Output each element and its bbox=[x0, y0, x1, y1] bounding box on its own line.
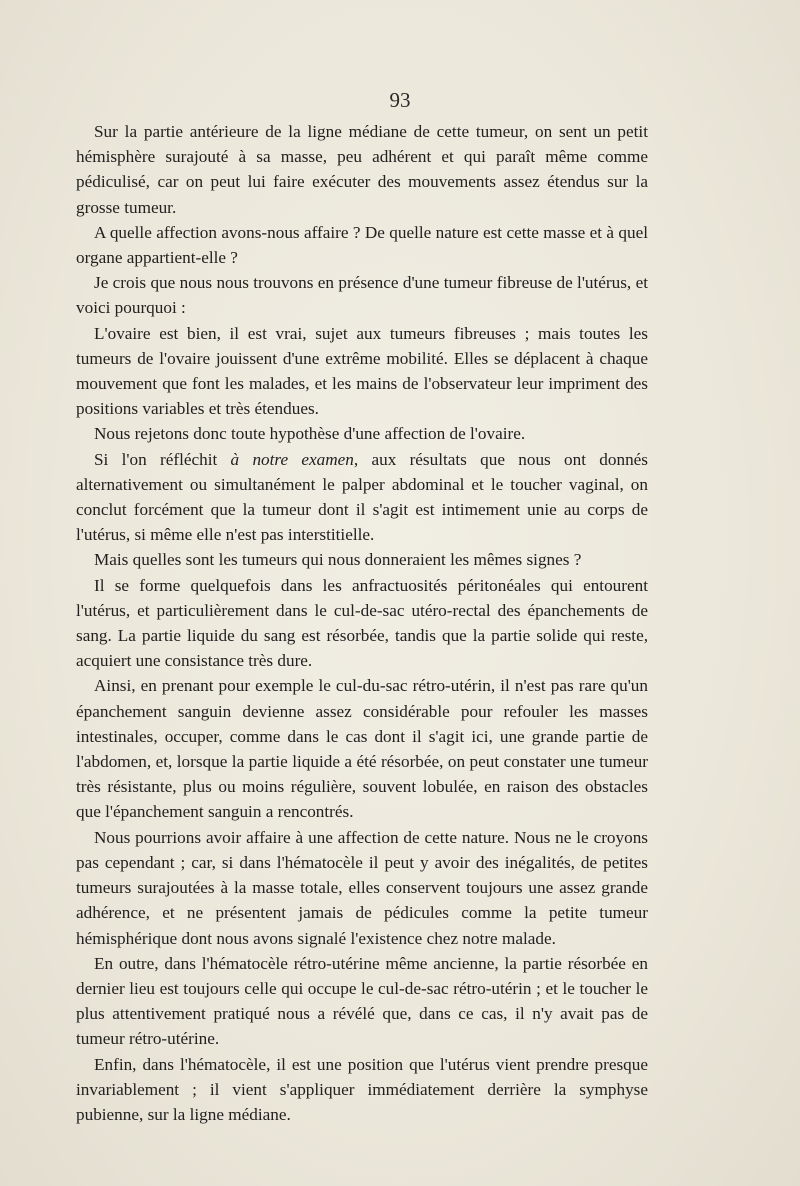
paragraph-6-end: , aux résultats que nous ont donnés alternativement ou simultanément le palper abdominal et le toucher vaginal, on conclut forcément que la tumeur dont il s'agit est intimement unie au corps de l'utérus, si même elle n'est pas interstitielle. bbox=[76, 449, 648, 545]
paragraph-9: Ainsi, en prenant pour exemple le cul-du-sac rétro-utérin, il n'est pas rare qu'un épanchement sanguin devienne assez considérable pour refouler les masses intestinales, occuper, comme dans le cas dont il s'agit ici, une grande partie de l'abdomen, et, lorsque la partie liquide a été résorbée, on peut constater une tumeur très résistante, plus ou moins régulière, souvent lobulée, en raison des obstacles que l'épanchement sanguin a rencontrés. bbox=[76, 676, 648, 822]
paragraph-4: L'ovaire est bien, il est vrai, sujet aux tumeurs fibreuses ; mais toutes les tumeurs de l'ovaire jouissent d'une extrême mobilité. Elles se déplacent à chaque mouvement que font les malades, et les mains de l'observateur leur impriment des positions variables et très étendues. bbox=[76, 323, 648, 419]
paragraph-11: En outre, dans l'hématocèle rétro-utérine même ancienne, la partie résorbée en dernier lieu est toujours celle qui occupe le cul-de-sac rétro-utérin ; et le toucher le plus attentivement pratiqué nous a révélé que, dans ce cas, il n'y avait pas de tumeur rétro-utérine. bbox=[76, 953, 648, 1049]
paragraph-6-emphasis: à notre examen bbox=[230, 449, 354, 469]
paragraph-1: Sur la partie antérieure de la ligne médiane de cette tumeur, on sent un petit hémisphère surajouté à sa masse, peu adhérent et qui paraît même comme pédiculisé, car on peut lui faire exécuter des mouvements assez étendus sur la grosse tumeur. bbox=[76, 122, 648, 217]
paragraph-8: Il se forme quelquefois dans les anfractuosités péritonéales qui entourent l'utérus, et particulièrement dans le cul-de-sac utéro-rectal des épanchements de sang. La partie liquide du sang est résorbée, tandis que la partie solide qui reste, acquiert une consistance très dure. bbox=[76, 575, 648, 671]
paragraph-6 bbox=[76, 447, 648, 548]
paragraph-2: A quelle affection avons-nous affaire ? De quelle nature est cette masse et à quel organe appartient-elle ? bbox=[76, 222, 648, 268]
paragraph-7: Mais quelles sont les tumeurs qui nous donneraient les mêmes signes ? bbox=[94, 550, 582, 570]
paragraph-10: Nous pourrions avoir affaire à une affection de cette nature. Nous ne le croyons pas cependant ; car, si dans l'hématocèle il peut y avoir des inégalités, de petites tumeurs surajoutées à la masse totale, elles conservent toujours une assez grande adhérence, et ne présentent jamais de pédicules comme la petite tumeur hémisphérique dont nous avons signalé l'existence chez notre malade. bbox=[76, 827, 648, 948]
page-number: 93 bbox=[389, 88, 411, 112]
paragraph-3: Je crois que nous nous trouvons en présence d'une tumeur fibreuse de l'utérus, et voici pourquoi : bbox=[76, 273, 648, 318]
paragraph-12: Enfin, dans l'hématocèle, il est une position que l'utérus vient prendre presque invariablement ; il vient s'appliquer immédiatement derrière la symphyse pubienne, sur la ligne médiane. bbox=[76, 1054, 648, 1124]
body-text bbox=[76, 119, 648, 1127]
paragraph-5: Nous rejetons donc toute hypothèse d'une affection de l'ovaire. bbox=[94, 424, 526, 444]
paragraph-6-start: Si l'on réfléchit bbox=[94, 449, 231, 469]
